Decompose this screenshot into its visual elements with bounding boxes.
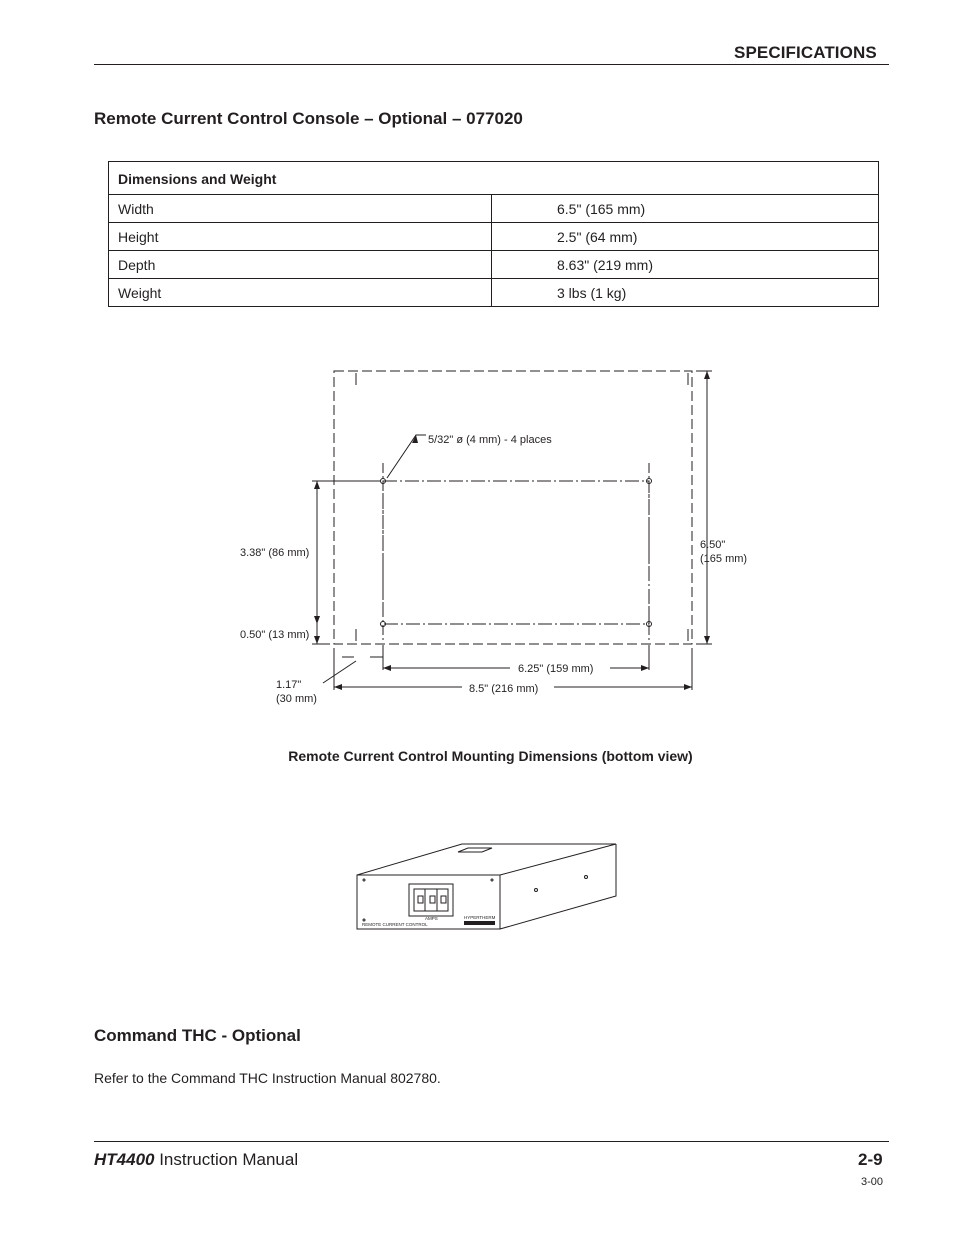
bolt-pattern-outline bbox=[383, 481, 649, 624]
dimensions-table bbox=[108, 161, 879, 307]
revision-date: 3-00 bbox=[861, 1176, 884, 1188]
footer-rule bbox=[94, 1141, 889, 1142]
table-row bbox=[109, 223, 879, 251]
table-row bbox=[109, 279, 879, 307]
page-number: 2-9 bbox=[858, 1150, 883, 1169]
command-thc-text: Refer to the Command THC Instruction Manual 802780. bbox=[94, 1070, 441, 1086]
dim-625-label: 6.25" (159 mm) bbox=[518, 663, 594, 675]
footer-title bbox=[94, 1150, 298, 1170]
dim-650-label: 6.50" bbox=[700, 539, 726, 551]
amps-label: AMPS bbox=[425, 916, 438, 921]
table-header-row bbox=[109, 162, 879, 195]
row-value: 6.5" (165 mm) bbox=[492, 195, 879, 223]
console-panel-label: REMOTE CURRENT CONTROL bbox=[362, 922, 428, 927]
section-header: SPECIFICATIONS bbox=[734, 43, 877, 62]
row-label: Depth bbox=[109, 251, 492, 279]
remote-console-heading: Remote Current Control Console – Optional – 077020 bbox=[94, 109, 523, 128]
product-name: HT4400 bbox=[94, 1150, 155, 1169]
row-value: 8.63" (219 mm) bbox=[492, 251, 879, 279]
table-row bbox=[109, 195, 879, 223]
console-illustration bbox=[352, 840, 622, 935]
hypertherm-logo bbox=[464, 921, 495, 925]
hole-note-label: 5/32" ø (4 mm) - 4 places bbox=[428, 434, 552, 446]
dim-050-label: 0.50" (13 mm) bbox=[240, 629, 310, 641]
dim-338-label: 3.38" (86 mm) bbox=[240, 547, 310, 559]
header-rule bbox=[94, 64, 889, 65]
command-thc-heading: Command THC - Optional bbox=[94, 1026, 301, 1045]
row-value: 2.5" (64 mm) bbox=[492, 223, 879, 251]
row-label: Weight bbox=[109, 279, 492, 307]
table-heading: Dimensions and Weight bbox=[109, 162, 879, 195]
manual-label: Instruction Manual bbox=[154, 1150, 299, 1169]
mounting-dimensions-drawing bbox=[230, 365, 770, 710]
brand-label: HYPERTHERM bbox=[464, 915, 496, 920]
dim-117-label: 1.17" bbox=[276, 679, 302, 691]
console-outline bbox=[334, 371, 692, 644]
dim-117-mm-label: (30 mm) bbox=[276, 693, 317, 705]
row-label: Height bbox=[109, 223, 492, 251]
row-label: Width bbox=[109, 195, 492, 223]
drawing-caption: Remote Current Control Mounting Dimensions (bottom view) bbox=[288, 748, 693, 764]
row-value: 3 lbs (1 kg) bbox=[492, 279, 879, 307]
dim-85-label: 8.5" (216 mm) bbox=[469, 683, 539, 695]
table-row bbox=[109, 251, 879, 279]
dim-650-mm-label: (165 mm) bbox=[700, 553, 748, 565]
